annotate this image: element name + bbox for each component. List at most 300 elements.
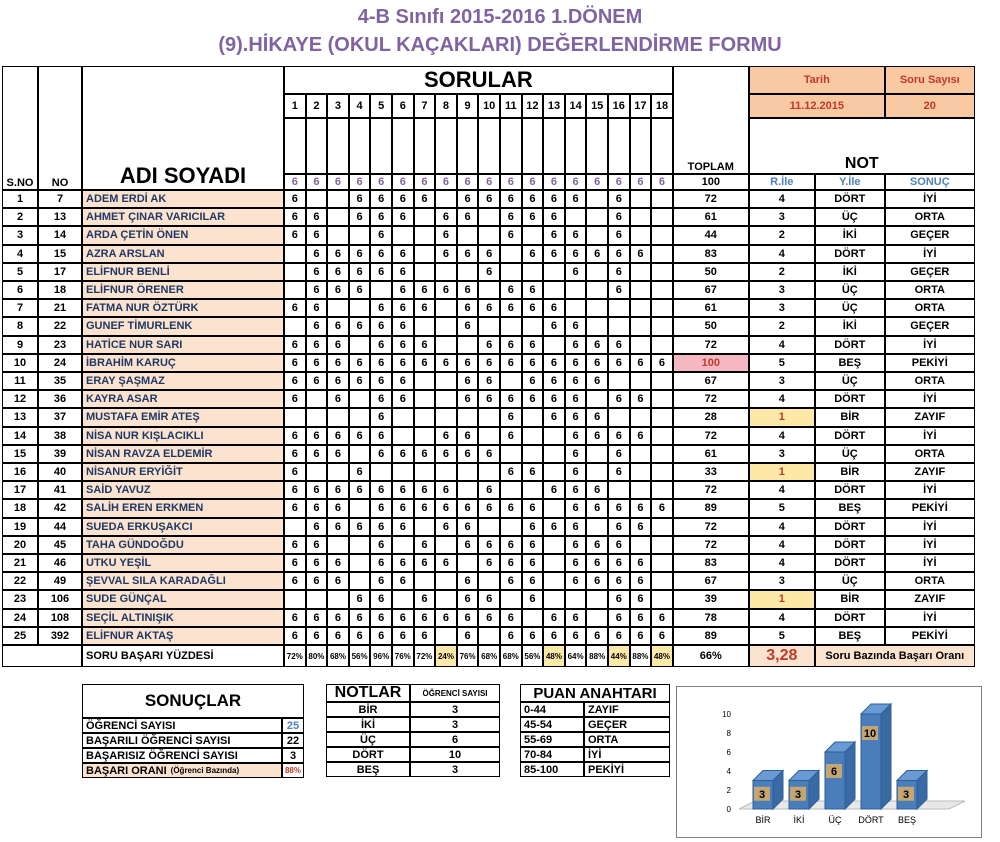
answer-cell bbox=[522, 427, 544, 445]
question-spacer bbox=[349, 118, 371, 174]
student-name: NİSA NUR KIŞLACIKLI bbox=[82, 427, 284, 445]
student-sonuc: ZAYIF bbox=[885, 590, 975, 608]
answer-cell bbox=[651, 554, 673, 572]
bar-front bbox=[825, 752, 845, 809]
student-no: 35 bbox=[38, 372, 82, 390]
answer-cell: 6 bbox=[414, 554, 436, 572]
answer-cell: 6 bbox=[500, 499, 522, 517]
answer-cell: 6 bbox=[500, 554, 522, 572]
answer-cell: 6 bbox=[457, 627, 479, 645]
answer-cell bbox=[457, 408, 479, 426]
student-no: 46 bbox=[38, 554, 82, 572]
student-name: SUDE GÜNÇAL bbox=[82, 590, 284, 608]
bar-side bbox=[845, 742, 855, 809]
question-spacer bbox=[370, 118, 392, 174]
answer-cell: 6 bbox=[457, 372, 479, 390]
answer-cell bbox=[435, 336, 457, 354]
student-rile: 4 bbox=[749, 518, 815, 536]
answer-cell: 6 bbox=[478, 499, 500, 517]
answer-cell bbox=[457, 263, 479, 281]
notlar-value: 3 bbox=[410, 762, 500, 777]
soru-sayisi-value: 20 bbox=[885, 94, 975, 118]
answer-cell bbox=[435, 372, 457, 390]
answer-cell: 6 bbox=[565, 609, 587, 627]
notlar-label: ÜÇ bbox=[326, 732, 410, 747]
answer-cell bbox=[349, 554, 371, 572]
question-max: 6 bbox=[327, 174, 349, 190]
notlar-value: 3 bbox=[410, 717, 500, 732]
answer-cell bbox=[651, 408, 673, 426]
answer-cell: 6 bbox=[522, 536, 544, 554]
answer-cell bbox=[565, 590, 587, 608]
student-no: 44 bbox=[38, 518, 82, 536]
student-total: 33 bbox=[673, 463, 749, 481]
answer-cell: 6 bbox=[565, 190, 587, 208]
answer-cell bbox=[435, 408, 457, 426]
answer-cell bbox=[500, 263, 522, 281]
question-number: 2 bbox=[306, 94, 328, 118]
question-spacer bbox=[414, 118, 436, 174]
notlar-label: BEŞ bbox=[326, 762, 410, 777]
question-percent: 44% bbox=[608, 645, 630, 667]
question-number: 8 bbox=[435, 94, 457, 118]
question-spacer bbox=[543, 118, 565, 174]
student-total: 28 bbox=[673, 408, 749, 426]
answer-cell: 6 bbox=[414, 190, 436, 208]
answer-cell: 6 bbox=[306, 572, 328, 590]
answer-cell: 6 bbox=[435, 554, 457, 572]
not-header: NOT bbox=[749, 118, 975, 174]
answer-cell bbox=[414, 463, 436, 481]
answer-cell bbox=[327, 590, 349, 608]
sonuclar-title: SONUÇLAR bbox=[82, 684, 304, 718]
student-sno: 3 bbox=[2, 226, 38, 244]
rile-header: R.İle bbox=[749, 174, 815, 190]
student-sno: 22 bbox=[2, 572, 38, 590]
answer-cell: 6 bbox=[457, 518, 479, 536]
answer-cell bbox=[392, 590, 414, 608]
answer-cell bbox=[435, 572, 457, 590]
answer-cell: 6 bbox=[608, 226, 630, 244]
answer-cell: 6 bbox=[370, 190, 392, 208]
student-sonuc: ZAYIF bbox=[885, 463, 975, 481]
answer-cell bbox=[630, 317, 652, 335]
student-sonuc: ORTA bbox=[885, 281, 975, 299]
answer-cell bbox=[306, 408, 328, 426]
answer-cell: 6 bbox=[327, 572, 349, 590]
answer-cell: 6 bbox=[630, 609, 652, 627]
tarih-value: 11.12.2015 bbox=[749, 94, 885, 118]
student-rile: 3 bbox=[749, 372, 815, 390]
notlar-value: 6 bbox=[410, 732, 500, 747]
student-sonuc: İYİ bbox=[885, 190, 975, 208]
answer-cell bbox=[414, 518, 436, 536]
answer-cell: 6 bbox=[630, 572, 652, 590]
question-percent: 76% bbox=[392, 645, 414, 667]
answer-cell bbox=[414, 390, 436, 408]
answer-cell: 6 bbox=[435, 481, 457, 499]
answer-cell bbox=[522, 609, 544, 627]
student-yile: ÜÇ bbox=[815, 281, 885, 299]
answer-cell bbox=[543, 590, 565, 608]
answer-cell bbox=[478, 463, 500, 481]
answer-cell: 6 bbox=[306, 481, 328, 499]
student-rile: 5 bbox=[749, 354, 815, 372]
answer-cell: 6 bbox=[522, 627, 544, 645]
answer-cell: 6 bbox=[284, 354, 306, 372]
answer-cell bbox=[478, 281, 500, 299]
x-category-label: İKİ bbox=[793, 815, 805, 825]
answer-cell: 6 bbox=[327, 427, 349, 445]
student-sonuc: ORTA bbox=[885, 572, 975, 590]
answer-cell bbox=[543, 445, 565, 463]
student-sonuc: İYİ bbox=[885, 336, 975, 354]
student-rile: 4 bbox=[749, 481, 815, 499]
answer-cell: 6 bbox=[586, 481, 608, 499]
student-no: 41 bbox=[38, 481, 82, 499]
question-max: 6 bbox=[522, 174, 544, 190]
answer-cell bbox=[478, 572, 500, 590]
student-rile: 4 bbox=[749, 536, 815, 554]
student-yile: İKİ bbox=[815, 317, 885, 335]
answer-cell: 6 bbox=[435, 226, 457, 244]
answer-cell bbox=[435, 317, 457, 335]
answer-cell: 6 bbox=[457, 190, 479, 208]
answer-cell: 6 bbox=[306, 372, 328, 390]
answer-cell: 6 bbox=[522, 354, 544, 372]
answer-cell: 6 bbox=[608, 208, 630, 226]
answer-cell: 6 bbox=[651, 627, 673, 645]
notlar-col2: ÖĞRENCİ SAYISI bbox=[410, 684, 500, 702]
answer-cell: 6 bbox=[435, 208, 457, 226]
answer-cell: 6 bbox=[522, 299, 544, 317]
student-name: HATİCE NUR SARI bbox=[82, 336, 284, 354]
answer-cell: 6 bbox=[630, 499, 652, 517]
answer-cell: 6 bbox=[522, 590, 544, 608]
answer-cell: 6 bbox=[349, 190, 371, 208]
answer-cell: 6 bbox=[543, 317, 565, 335]
question-spacer bbox=[284, 118, 306, 174]
answer-cell: 6 bbox=[435, 609, 457, 627]
answer-cell: 6 bbox=[349, 245, 371, 263]
answer-cell: 6 bbox=[478, 536, 500, 554]
answer-cell: 6 bbox=[478, 390, 500, 408]
answer-cell bbox=[370, 463, 392, 481]
bar-chart-svg bbox=[677, 687, 981, 837]
answer-cell: 6 bbox=[522, 499, 544, 517]
answer-cell: 6 bbox=[370, 208, 392, 226]
answer-cell: 6 bbox=[608, 336, 630, 354]
answer-cell: 6 bbox=[370, 390, 392, 408]
answer-cell: 6 bbox=[565, 317, 587, 335]
question-max: 6 bbox=[284, 174, 306, 190]
answer-cell bbox=[565, 208, 587, 226]
student-rile: 1 bbox=[749, 463, 815, 481]
answer-cell: 6 bbox=[284, 609, 306, 627]
student-name: TAHA GÜNDOĞDU bbox=[82, 536, 284, 554]
answer-cell bbox=[306, 390, 328, 408]
answer-cell: 6 bbox=[500, 408, 522, 426]
question-number: 12 bbox=[522, 94, 544, 118]
student-sno: 9 bbox=[2, 336, 38, 354]
answer-cell: 6 bbox=[284, 499, 306, 517]
question-number: 16 bbox=[608, 94, 630, 118]
answer-cell bbox=[630, 299, 652, 317]
answer-cell: 6 bbox=[370, 445, 392, 463]
question-percent: 68% bbox=[478, 645, 500, 667]
answer-cell: 6 bbox=[349, 481, 371, 499]
student-name: UTKU YEŞİL bbox=[82, 554, 284, 572]
answer-cell: 6 bbox=[565, 518, 587, 536]
answer-cell: 6 bbox=[457, 317, 479, 335]
answer-cell: 6 bbox=[522, 572, 544, 590]
answer-cell: 6 bbox=[565, 245, 587, 263]
student-yile: DÖRT bbox=[815, 390, 885, 408]
answer-cell bbox=[608, 372, 630, 390]
answer-cell: 6 bbox=[370, 317, 392, 335]
question-max: 6 bbox=[630, 174, 652, 190]
student-no: 13 bbox=[38, 208, 82, 226]
student-sno: 19 bbox=[2, 518, 38, 536]
answer-cell: 6 bbox=[370, 226, 392, 244]
puan-range: 70-84 bbox=[520, 747, 584, 762]
answer-cell: 6 bbox=[306, 226, 328, 244]
answer-cell: 6 bbox=[586, 627, 608, 645]
answer-cell bbox=[630, 463, 652, 481]
answer-cell: 6 bbox=[565, 536, 587, 554]
student-sonuc: İYİ bbox=[885, 427, 975, 445]
answer-cell bbox=[543, 263, 565, 281]
answer-cell bbox=[349, 336, 371, 354]
answer-cell: 6 bbox=[543, 408, 565, 426]
answer-cell: 6 bbox=[522, 554, 544, 572]
answer-cell bbox=[586, 299, 608, 317]
answer-cell bbox=[586, 208, 608, 226]
notlar-label: DÖRT bbox=[326, 747, 410, 762]
answer-cell: 6 bbox=[608, 627, 630, 645]
answer-cell: 6 bbox=[478, 354, 500, 372]
answer-cell bbox=[327, 299, 349, 317]
answer-cell: 6 bbox=[306, 554, 328, 572]
answer-cell: 6 bbox=[306, 245, 328, 263]
footer-average-label: Soru Bazında Başarı Oranı bbox=[815, 645, 975, 667]
answer-cell: 6 bbox=[478, 245, 500, 263]
answer-cell: 6 bbox=[284, 390, 306, 408]
answer-cell: 6 bbox=[457, 590, 479, 608]
answer-cell: 6 bbox=[306, 281, 328, 299]
answer-cell: 6 bbox=[349, 463, 371, 481]
student-no: 37 bbox=[38, 408, 82, 426]
student-yile: ÜÇ bbox=[815, 572, 885, 590]
student-yile: DÖRT bbox=[815, 518, 885, 536]
answer-cell: 6 bbox=[478, 554, 500, 572]
answer-cell: 6 bbox=[284, 536, 306, 554]
question-number: 11 bbox=[500, 94, 522, 118]
student-total: 72 bbox=[673, 536, 749, 554]
answer-cell: 6 bbox=[414, 281, 436, 299]
question-spacer bbox=[478, 118, 500, 174]
question-percent: 68% bbox=[500, 645, 522, 667]
answer-cell: 6 bbox=[565, 554, 587, 572]
puan-label: PEKİYİ bbox=[584, 762, 670, 777]
answer-cell: 6 bbox=[608, 554, 630, 572]
answer-cell: 6 bbox=[478, 445, 500, 463]
answer-cell bbox=[349, 572, 371, 590]
answer-cell: 6 bbox=[500, 336, 522, 354]
student-name: GUNEF TİMURLENK bbox=[82, 317, 284, 335]
answer-cell: 6 bbox=[327, 336, 349, 354]
answer-cell: 6 bbox=[608, 190, 630, 208]
answer-cell: 6 bbox=[586, 572, 608, 590]
answer-cell bbox=[651, 445, 673, 463]
student-rile: 4 bbox=[749, 245, 815, 263]
answer-cell bbox=[500, 518, 522, 536]
answer-cell: 6 bbox=[306, 427, 328, 445]
student-yile: ÜÇ bbox=[815, 445, 885, 463]
question-max: 6 bbox=[414, 174, 436, 190]
answer-cell: 6 bbox=[522, 190, 544, 208]
answer-cell bbox=[630, 226, 652, 244]
x-category-label: ÜÇ bbox=[828, 815, 842, 825]
soru-sayisi-label: Soru Sayısı bbox=[885, 66, 975, 94]
question-spacer bbox=[522, 118, 544, 174]
student-total: 83 bbox=[673, 245, 749, 263]
answer-cell: 6 bbox=[327, 499, 349, 517]
answer-cell: 6 bbox=[327, 263, 349, 281]
question-spacer bbox=[565, 118, 587, 174]
student-rile: 1 bbox=[749, 590, 815, 608]
question-percent: 48% bbox=[543, 645, 565, 667]
answer-cell bbox=[522, 226, 544, 244]
answer-cell bbox=[586, 317, 608, 335]
student-rile: 3 bbox=[749, 572, 815, 590]
sonuclar-label: BAŞARILI ÖĞRENCİ SAYISI bbox=[82, 733, 282, 748]
student-sonuc: İYİ bbox=[885, 609, 975, 627]
answer-cell: 6 bbox=[392, 572, 414, 590]
question-spacer bbox=[630, 118, 652, 174]
answer-cell: 6 bbox=[327, 554, 349, 572]
student-no: 21 bbox=[38, 299, 82, 317]
answer-cell: 6 bbox=[586, 499, 608, 517]
question-number: 14 bbox=[565, 94, 587, 118]
y-tick-label: 2 bbox=[726, 786, 731, 795]
answer-cell bbox=[284, 317, 306, 335]
student-rile: 4 bbox=[749, 390, 815, 408]
answer-cell: 6 bbox=[543, 245, 565, 263]
student-rile: 1 bbox=[749, 408, 815, 426]
answer-cell bbox=[500, 481, 522, 499]
answer-cell bbox=[327, 536, 349, 554]
answer-cell bbox=[630, 408, 652, 426]
answer-cell: 6 bbox=[414, 481, 436, 499]
question-number: 4 bbox=[349, 94, 371, 118]
answer-cell: 6 bbox=[543, 226, 565, 244]
student-sonuc: PEKİYİ bbox=[885, 499, 975, 517]
student-yile: ÜÇ bbox=[815, 208, 885, 226]
student-name: ERAY ŞAŞMAZ bbox=[82, 372, 284, 390]
student-name: ADEM ERDİ AK bbox=[82, 190, 284, 208]
answer-cell: 6 bbox=[522, 336, 544, 354]
answer-cell bbox=[586, 390, 608, 408]
answer-cell: 6 bbox=[370, 245, 392, 263]
answer-cell: 6 bbox=[565, 354, 587, 372]
puan-label: İYİ bbox=[584, 747, 670, 762]
sonuclar-label: ÖĞRENCİ SAYISI bbox=[82, 718, 282, 733]
student-sonuc: ORTA bbox=[885, 372, 975, 390]
answer-cell bbox=[543, 427, 565, 445]
answer-cell bbox=[522, 408, 544, 426]
question-number: 18 bbox=[651, 94, 673, 118]
answer-cell bbox=[478, 427, 500, 445]
answer-cell: 6 bbox=[414, 627, 436, 645]
student-sno: 11 bbox=[2, 372, 38, 390]
question-number: 6 bbox=[392, 94, 414, 118]
answer-cell: 6 bbox=[457, 427, 479, 445]
name-header: ADI SOYADI bbox=[82, 66, 284, 190]
answer-cell: 6 bbox=[284, 572, 306, 590]
answer-cell: 6 bbox=[414, 609, 436, 627]
y-tick-label: 4 bbox=[726, 767, 731, 776]
answer-cell: 6 bbox=[608, 572, 630, 590]
question-max: 6 bbox=[565, 174, 587, 190]
answer-cell bbox=[586, 445, 608, 463]
answer-cell bbox=[500, 245, 522, 263]
answer-cell: 6 bbox=[500, 627, 522, 645]
answer-cell: 6 bbox=[651, 354, 673, 372]
answer-cell bbox=[565, 299, 587, 317]
student-sonuc: İYİ bbox=[885, 536, 975, 554]
student-yile: DÖRT bbox=[815, 190, 885, 208]
student-name: ŞEVVAL SILA KARADAĞLI bbox=[82, 572, 284, 590]
student-sno: 6 bbox=[2, 281, 38, 299]
answer-cell: 6 bbox=[284, 372, 306, 390]
student-rile: 4 bbox=[749, 190, 815, 208]
answer-cell: 6 bbox=[630, 627, 652, 645]
answer-cell: 6 bbox=[586, 536, 608, 554]
answer-cell: 6 bbox=[457, 208, 479, 226]
answer-cell bbox=[414, 245, 436, 263]
answer-cell bbox=[651, 245, 673, 263]
answer-cell: 6 bbox=[327, 390, 349, 408]
student-total: 72 bbox=[673, 481, 749, 499]
answer-cell bbox=[630, 190, 652, 208]
answer-cell: 6 bbox=[306, 518, 328, 536]
answer-cell bbox=[651, 481, 673, 499]
answer-cell bbox=[414, 427, 436, 445]
answer-cell: 6 bbox=[500, 609, 522, 627]
answer-cell: 6 bbox=[392, 372, 414, 390]
student-no: 38 bbox=[38, 427, 82, 445]
student-total: 61 bbox=[673, 208, 749, 226]
answer-cell: 6 bbox=[327, 372, 349, 390]
student-total: 67 bbox=[673, 281, 749, 299]
answer-cell bbox=[327, 208, 349, 226]
x-category-label: BİR bbox=[755, 815, 771, 825]
answer-cell: 6 bbox=[327, 317, 349, 335]
student-total: 61 bbox=[673, 445, 749, 463]
footer-average: 3,28 bbox=[749, 645, 815, 667]
answer-cell bbox=[478, 408, 500, 426]
answer-cell: 6 bbox=[306, 299, 328, 317]
answer-cell bbox=[284, 408, 306, 426]
answer-cell: 6 bbox=[392, 263, 414, 281]
answer-cell bbox=[500, 372, 522, 390]
student-sno: 18 bbox=[2, 499, 38, 517]
answer-cell bbox=[522, 317, 544, 335]
answer-cell: 6 bbox=[608, 518, 630, 536]
answer-cell: 6 bbox=[457, 572, 479, 590]
answer-cell: 6 bbox=[392, 354, 414, 372]
